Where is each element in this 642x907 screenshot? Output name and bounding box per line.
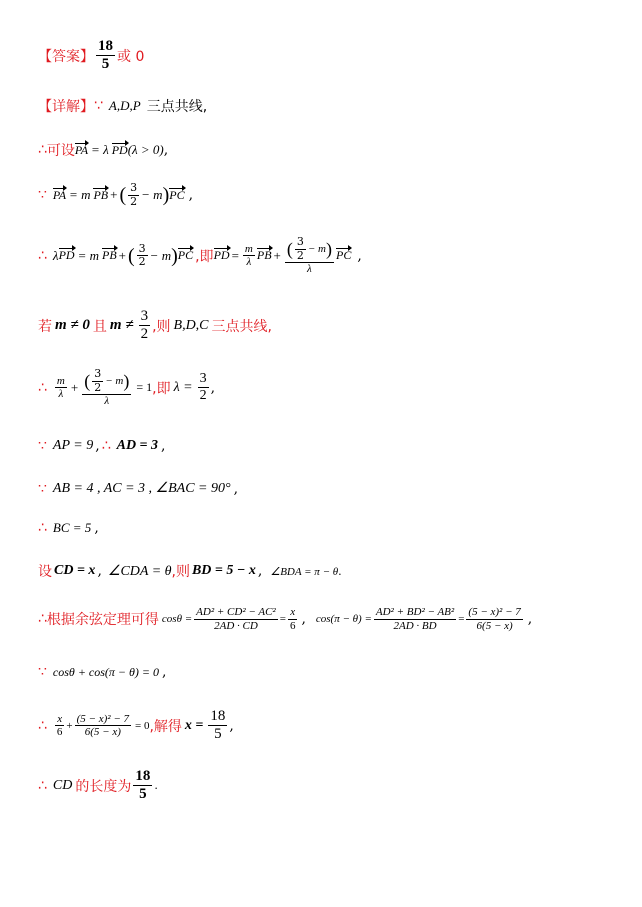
answer-line	[38, 38, 144, 74]
frac-x-6: $\frac{x}{6}$	[289, 606, 296, 632]
detail-label: 【详解】	[38, 99, 94, 115]
therefore-symbol: ∴	[38, 777, 47, 794]
frac-complex: ( $\frac{3}{2}$ − m ) λ	[286, 235, 332, 276]
vector-pa: PA	[52, 187, 67, 202]
therefore-symbol: ∴	[38, 611, 47, 628]
frac-3-2: $\frac{3}{2}$	[138, 241, 146, 269]
therefore-symbol: ∴	[38, 379, 47, 396]
cos-theta-fraction: $\frac{\text{AD² + CD² − AC²}}{2AD \cdot CD}$	[196, 606, 276, 632]
frac-3-2: $\frac{3}{2}$	[140, 308, 149, 343]
ke-she-text: 可设	[46, 143, 75, 159]
because-symbol: ∵	[38, 187, 47, 204]
vector-pd: PD	[111, 142, 128, 157]
because-symbol: ∵	[94, 98, 103, 114]
vector-pa: PA	[74, 142, 89, 157]
detail-line-10: 设 CD = x , ∠CDA = θ ,则 BD = 5 − x , ∠BDA = π − θ .	[38, 563, 342, 580]
vector-pb: PB	[256, 248, 272, 263]
vector-pd: PD	[58, 248, 75, 263]
answer-fraction: $\frac{18}{5}$	[98, 38, 113, 73]
frac-18-5: $\frac{18}{5}$	[210, 708, 226, 743]
cos-pi-minus-theta-fraction: $\frac{\text{AD² + BD² − AB²}}{2AD \cdot BD}$	[375, 606, 455, 632]
detail-line-9: ∴ BC = 5 ,	[38, 520, 99, 536]
detail-line-6: ∴ $\frac{m}{\lambda}$ + ( $\frac{3}{2}$ − m ) λ = 1 ,即 λ = $\frac{3}{2}$ ,	[38, 367, 216, 408]
collinear-text: 三点共线,	[146, 99, 208, 115]
frac-m-lambda: $\frac{m}{\lambda}$	[244, 242, 253, 269]
detail-line-3: ∵ PA = m PB + ( $\frac{3}{2}$ − m ) PC ,	[38, 181, 194, 208]
answer-label: 【答案】	[38, 48, 94, 65]
therefore-symbol: ∴	[38, 717, 47, 734]
detail-line-8: ∵ AB = 4 , AC = 3 , ∠BAC = 90° ,	[38, 480, 239, 497]
therefore-symbol: ∴	[38, 247, 47, 264]
because-symbol: ∵	[38, 480, 47, 497]
frac-x-6: $\frac{x}{6}$	[56, 712, 63, 739]
detail-line-11: ∴ 根据余弦定理可得 cosθ = $\frac{\text{AD² + CD² − AC²}}{2AD \cdot CD}$ = $\frac{x}{6}$ , cos(π − θ) = $\frac{\text{AD² + BD² − AB²}}{2AD \cdot BD}$ = $\frac{\text{(5 − x)² − 7}}{6(5 - x)}$ ,	[38, 606, 533, 632]
frac-3-2: $\frac{3}{2}$	[199, 371, 207, 404]
vector-pd: PD	[213, 248, 230, 263]
frac-18-5: $\frac{18}{5}$	[135, 768, 151, 803]
answer-or: 或 0	[117, 48, 145, 65]
vector-pb: PB	[93, 187, 109, 202]
therefore-symbol: ∴	[101, 438, 111, 454]
result-fraction: $\frac{\text{(5 − x)² − 7}}{6(5 - x)}$	[468, 606, 521, 632]
vector-pc: PC	[336, 248, 352, 263]
because-symbol: ∵	[38, 438, 47, 454]
detail-line-1	[38, 96, 207, 116]
points-adp: A,D,P	[108, 98, 141, 113]
frac-3-2: $\frac{3}{2}$	[130, 181, 138, 208]
detail-line-12: ∵ cosθ + cos(π − θ) = 0 ,	[38, 664, 167, 680]
detail-line-14: ∴ CD 的长度为 $\frac{18}{5}$ .	[38, 768, 158, 803]
detail-line-13: ∴ $\frac{x}{6}$ + $\frac{\text{(5 − x)² − 7}}{6(5 - x)}$ = 0 ,解得 x = $\frac{18}{5}$ ,	[38, 708, 234, 743]
frac-m-lambda: $\frac{m}{\lambda}$	[56, 374, 65, 401]
detail-line-2: ∴ 可设 PA = λ PD (λ > 0) ,	[38, 142, 169, 159]
therefore-symbol: ∴	[38, 520, 47, 536]
frac-complex: ( $\frac{3}{2}$ − m ) λ	[84, 367, 130, 408]
vector-pc: PC	[169, 187, 185, 202]
detail-line-5: 若 m ≠ 0 且 m ≠ $\frac{3}{2}$ ,则 B,D,C 三点共线,	[38, 308, 272, 343]
detail-line-7: ∵ AP = 9 , ∴ AD = 3 ,	[38, 438, 166, 454]
vector-pb: PB	[101, 248, 117, 263]
result-fraction: $\frac{\text{(5 − x)² − 7}}{6(5 - x)}$	[76, 712, 129, 739]
vector-pc: PC	[177, 248, 194, 263]
detail-line-4: ∴ λ PD = m PB + ( $\frac{3}{2}$ − m ) PC ,即 PD = $\frac{m}{\lambda}$ PB + ( $\frac{3}{2}$ − m ) λ PC ,	[38, 235, 362, 276]
therefore-symbol: ∴	[38, 142, 47, 158]
because-symbol: ∵	[38, 664, 47, 680]
